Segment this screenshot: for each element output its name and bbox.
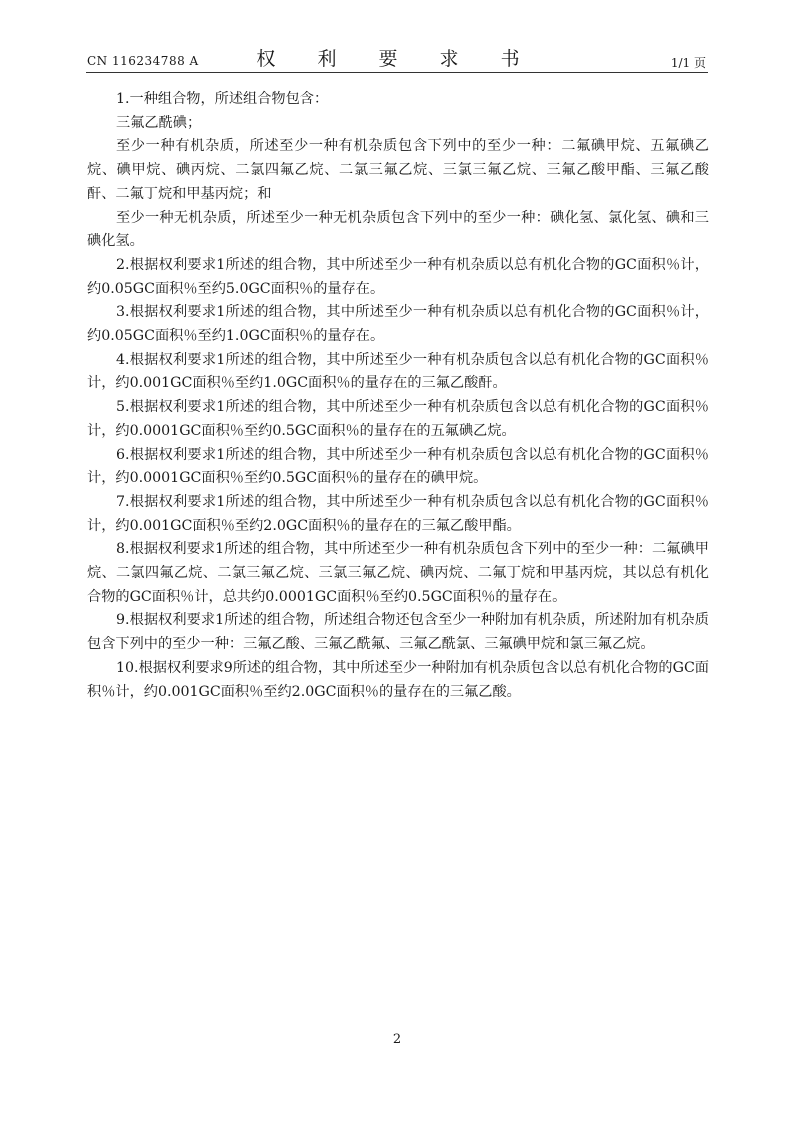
document-title: 权 利 要 求 书 — [256, 48, 538, 70]
claim-paragraph: 7.根据权利要求1所述的组合物，其中所述至少一种有机杂质包含以总有机化合物的GC面积％计，约0.001GC面积％至约2.0GC面积％的量存在的三氟乙酸甲酯。 — [87, 493, 709, 534]
claim-paragraph: 8.根据权利要求1所述的组合物，其中所述至少一种有机杂质包含下列中的至少一种：二氟碘甲烷、二氯四氟乙烷、二氯三氟乙烷、三氯三氟乙烷、碘丙烷、二氟丁烷和甲基丙烷，其以总有机化合物的GC面积％计，总共约0.0001GC面积％至约0.5GC面积％的量存在。 — [87, 541, 709, 605]
claim-paragraph: 三氟乙酰碘； — [116, 114, 202, 131]
header-rule — [86, 72, 708, 73]
claim-paragraph: 2.根据权利要求1所述的组合物，其中所述至少一种有机杂质以总有机化合物的GC面积％计，约0.05GC面积％至约5.0GC面积％的量存在。 — [87, 256, 709, 297]
claim-paragraph: 3.根据权利要求1所述的组合物，其中所述至少一种有机杂质以总有机化合物的GC面积％计，约0.05GC面积％至约1.0GC面积％的量存在。 — [87, 304, 709, 345]
claim-paragraph: 4.根据权利要求1所述的组合物，其中所述至少一种有机杂质包含以总有机化合物的GC面积％计，约0.001GC面积％至约1.0GC面积％的量存在的三氟乙酸酐。 — [87, 351, 709, 392]
claim-paragraph: 5.根据权利要求1所述的组合物，其中所述至少一种有机杂质包含以总有机化合物的GC面积％计，约0.0001GC面积％至约0.5GC面积％的量存在的五氟碘乙烷。 — [87, 399, 709, 439]
claim-paragraph: 10.根据权利要求9所述的组合物，其中所述至少一种附加有机杂质包含以总有机化合物的GC面积％计，约0.001GC面积％至约2.0GC面积％的量存在的三氟乙酸。 — [87, 659, 709, 700]
claim-paragraph: 至少一种无机杂质，所述至少一种无机杂质包含下列中的至少一种：碘化氢、氯化氢、碘和三碘化氢。 — [87, 209, 709, 250]
page-number: 2 — [392, 1032, 402, 1047]
claims-body — [87, 88, 709, 704]
claim-paragraph: 至少一种有机杂质，所述至少一种有机杂质包含下列中的至少一种：二氟碘甲烷、五氟碘乙烷、碘甲烷、碘丙烷、二氯四氟乙烷、二氯三氟乙烷、三氯三氟乙烷、三氟乙酸甲酯、三氟乙酸酐、二氟丁烷和甲基丙烷；和 — [87, 138, 709, 202]
claim-paragraph: 9.根据权利要求1所述的组合物，所述组合物还包含至少一种附加有机杂质，所述附加有机杂质包含下列中的至少一种：三氟乙酸、三氟乙酰氟、三氟乙酰氯、三氟碘甲烷和氯三氟乙烷。 — [87, 612, 709, 653]
publication-number: CN 116234788 A — [87, 54, 199, 68]
page-header — [0, 0, 794, 72]
claim-paragraph: 1.一种组合物，所述组合物包含： — [116, 91, 329, 107]
claim-paragraph: 6.根据权利要求1所述的组合物，其中所述至少一种有机杂质包含以总有机化合物的GC面积％计，约0.0001GC面积％至约0.5GC面积％的量存在的碘甲烷。 — [87, 446, 709, 487]
page-indicator: 1/1 页 — [670, 56, 706, 70]
